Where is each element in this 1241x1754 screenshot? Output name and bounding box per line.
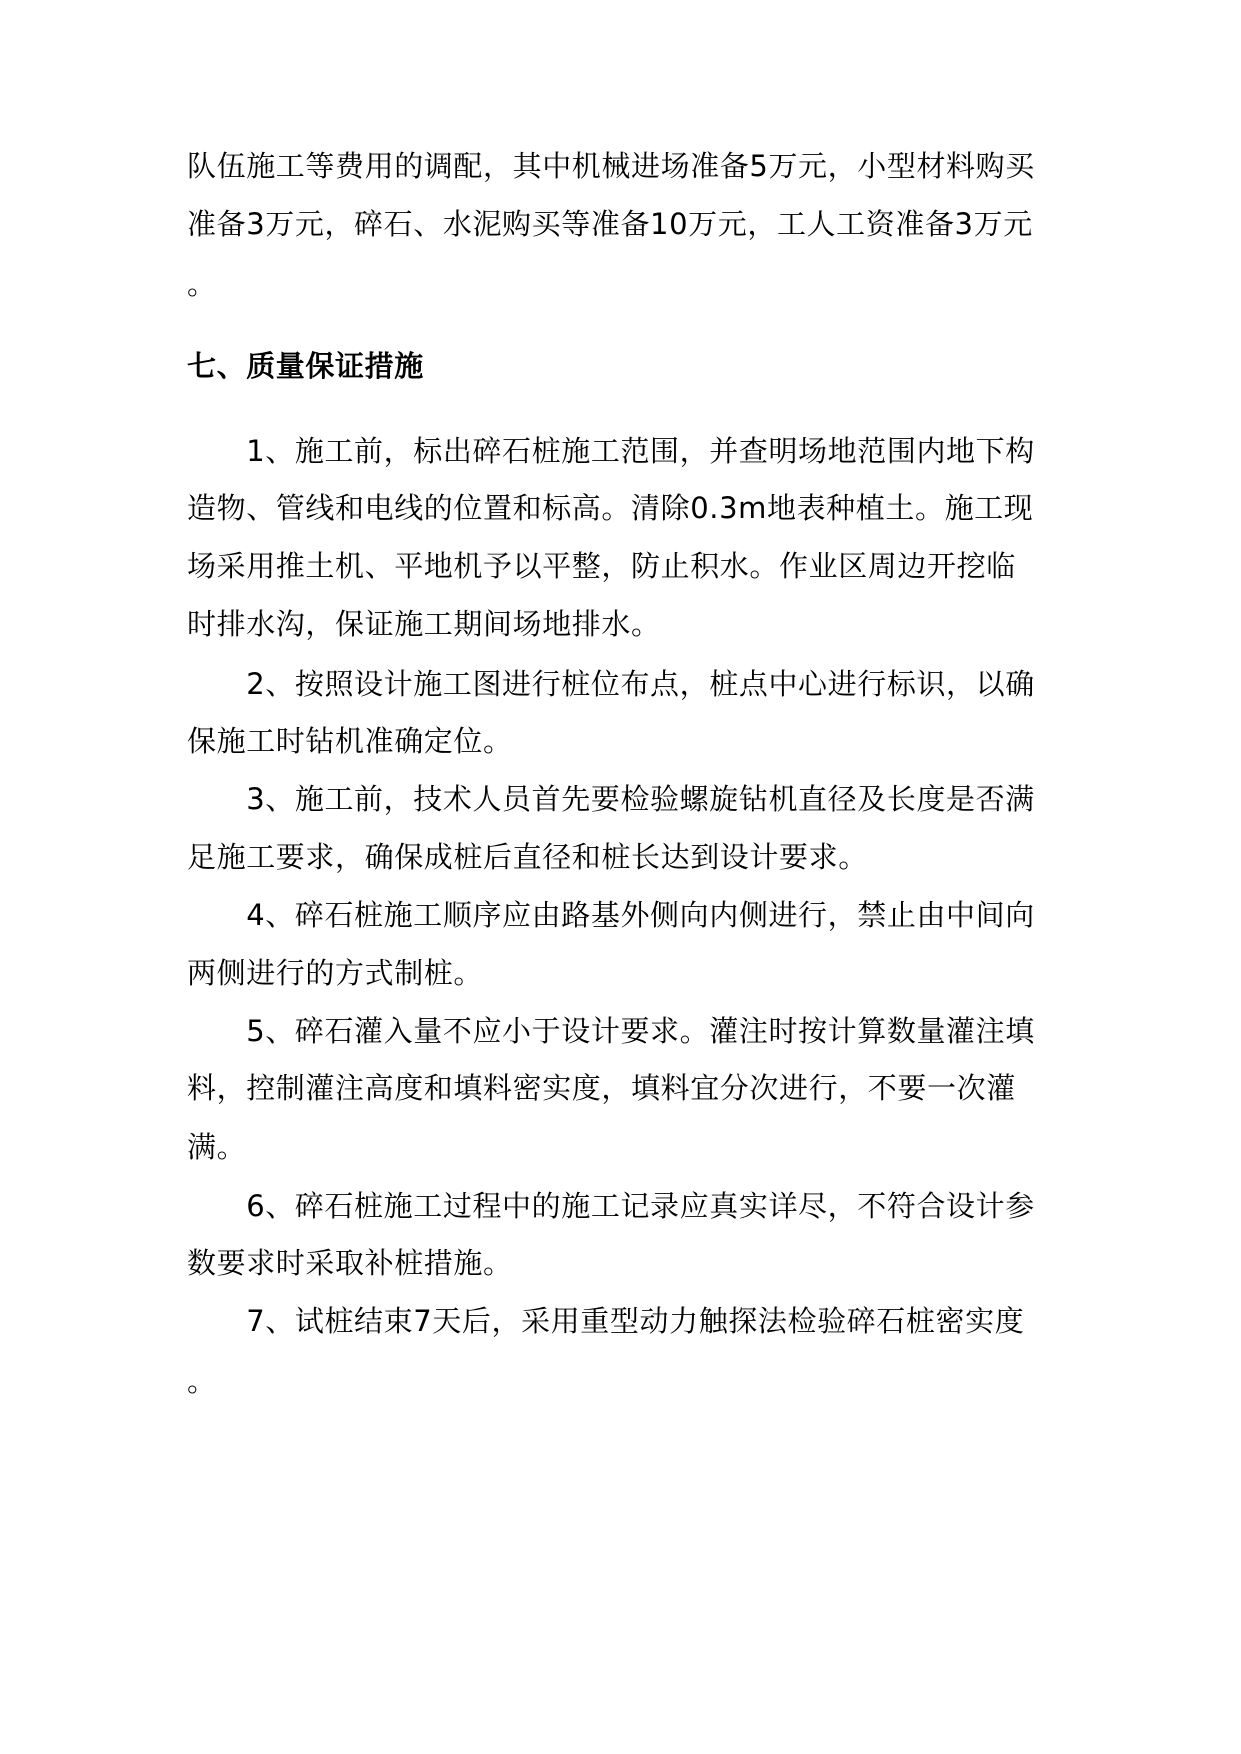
list-item-line: 。	[187, 1364, 217, 1398]
list-item-line: 1、施工前，标出碎石桩施工范围，并查明场地范围内地下构	[187, 434, 1035, 468]
list-item-line: 足施工要求，确保成桩后直径和桩长达到设计要求。	[187, 840, 868, 874]
list-item-line: 造物、管线和电线的位置和标高。清除0.3m地表种植土。施工现	[187, 491, 1034, 525]
section-heading: 七、质量保证措施	[187, 349, 424, 383]
list-item-line: 2、按照设计施工图进行桩位布点，桩点中心进行标识，以确	[187, 667, 1035, 701]
list-item-line: 料，控制灌注高度和填料密实度，填料宜分次进行，不要一次灌	[187, 1071, 1016, 1105]
list-item-line: 6、碎石桩施工过程中的施工记录应真实详尽，不符合设计参	[187, 1189, 1035, 1223]
paragraph-line: 队伍施工等费用的调配，其中机械进场准备5万元，小型材料购买	[187, 149, 1035, 183]
list-item-line: 两侧进行的方式制桩。	[187, 956, 484, 990]
list-item-line: 满。	[187, 1130, 247, 1164]
list-item-line: 5、碎石灌入量不应小于设计要求。灌注时按计算数量灌注填	[187, 1014, 1035, 1048]
list-item-line: 4、碎石桩施工顺序应由路基外侧向内侧进行，禁止由中间向	[187, 898, 1035, 932]
list-item-line: 时排水沟，保证施工期间场地排水。	[187, 607, 661, 641]
paragraph-line: 准备3万元，碎石、水泥购买等准备10万元，工人工资准备3万元	[187, 207, 1033, 241]
list-item-line: 场采用推土机、平地机予以平整，防止积水。作业区周边开挖临	[187, 549, 1016, 583]
list-item-line: 数要求时采取补桩措施。	[187, 1246, 513, 1280]
list-item-line: 3、施工前，技术人员首先要检验螺旋钻机直径及长度是否满	[187, 782, 1035, 816]
list-item-line: 保施工时钻机准确定位。	[187, 724, 513, 758]
paragraph-line: 。	[187, 267, 217, 301]
list-item-line: 7、试桩结束7天后，采用重型动力触探法检验碎石桩密实度	[187, 1304, 1025, 1338]
